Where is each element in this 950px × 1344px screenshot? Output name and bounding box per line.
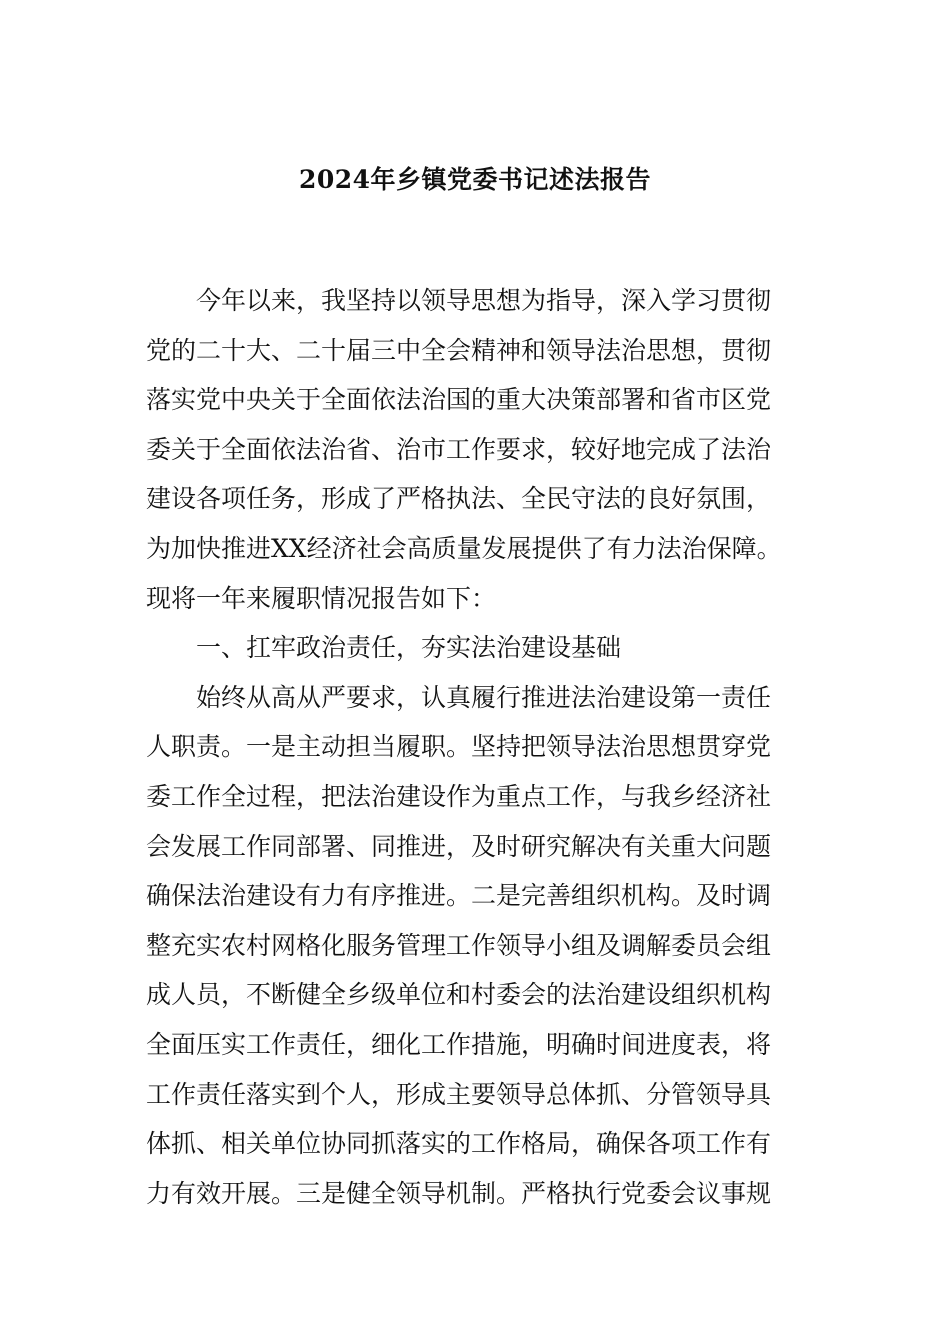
paragraph-line: 党的二十大、二十届三中全会精神和领导法治思想，贯彻 <box>146 335 772 365</box>
paragraph-line: 全面压实工作责任，细化工作措施，明确时间进度表，将 <box>146 1029 772 1059</box>
paragraph-line: 人职责。一是主动担当履职。坚持把领导法治思想贯穿党 <box>146 732 772 762</box>
paragraph-line: 始终从高从严要求，认真履行推进法治建设第一责任 <box>196 682 772 712</box>
paragraph-line: 落实党中央关于全面依法治国的重大决策部署和省市区党 <box>146 385 772 415</box>
paragraph-line: 会发展工作同部署、同推进，及时研究解决有关重大问题 <box>146 831 772 861</box>
document-body <box>146 276 816 1218</box>
section-heading: 一、扛牢政治责任，夯实法治建设基础 <box>196 633 622 663</box>
document-title: 2024年乡镇党委书记述法报告 <box>298 165 652 194</box>
paragraph-line: 工作责任落实到个人，形成主要领导总体抓、分管领导具 <box>146 1079 772 1109</box>
paragraph-line: 为加快推进XX经济社会高质量发展提供了有力法治保障。 <box>146 533 782 563</box>
paragraph-line: 确保法治建设有力有序推进。二是完善组织机构。及时调 <box>146 881 772 911</box>
paragraph-line: 体抓、相关单位协同抓落实的工作格局，确保各项工作有 <box>146 1129 772 1159</box>
paragraph-line: 委工作全过程，把法治建设作为重点工作，与我乡经济社 <box>146 781 772 811</box>
paragraph-line: 成人员，不断健全乡级单位和村委会的法治建设组织机构 <box>146 980 772 1010</box>
paragraph-line: 整充实农村网格化服务管理工作领导小组及调解委员会组 <box>146 930 772 960</box>
paragraph-line: 现将一年来履职情况报告如下： <box>146 583 497 613</box>
paragraph-line: 建设各项任务，形成了严格执法、全民守法的良好氛围， <box>146 484 772 514</box>
paragraph-line: 今年以来，我坚持以领导思想为指导，深入学习贯彻 <box>196 286 772 315</box>
paragraph-line: 委关于全面依法治省、治市工作要求，较好地完成了法治 <box>146 434 772 464</box>
paragraph-line: 力有效开展。三是健全领导机制。严格执行党委会议事规 <box>146 1178 772 1208</box>
